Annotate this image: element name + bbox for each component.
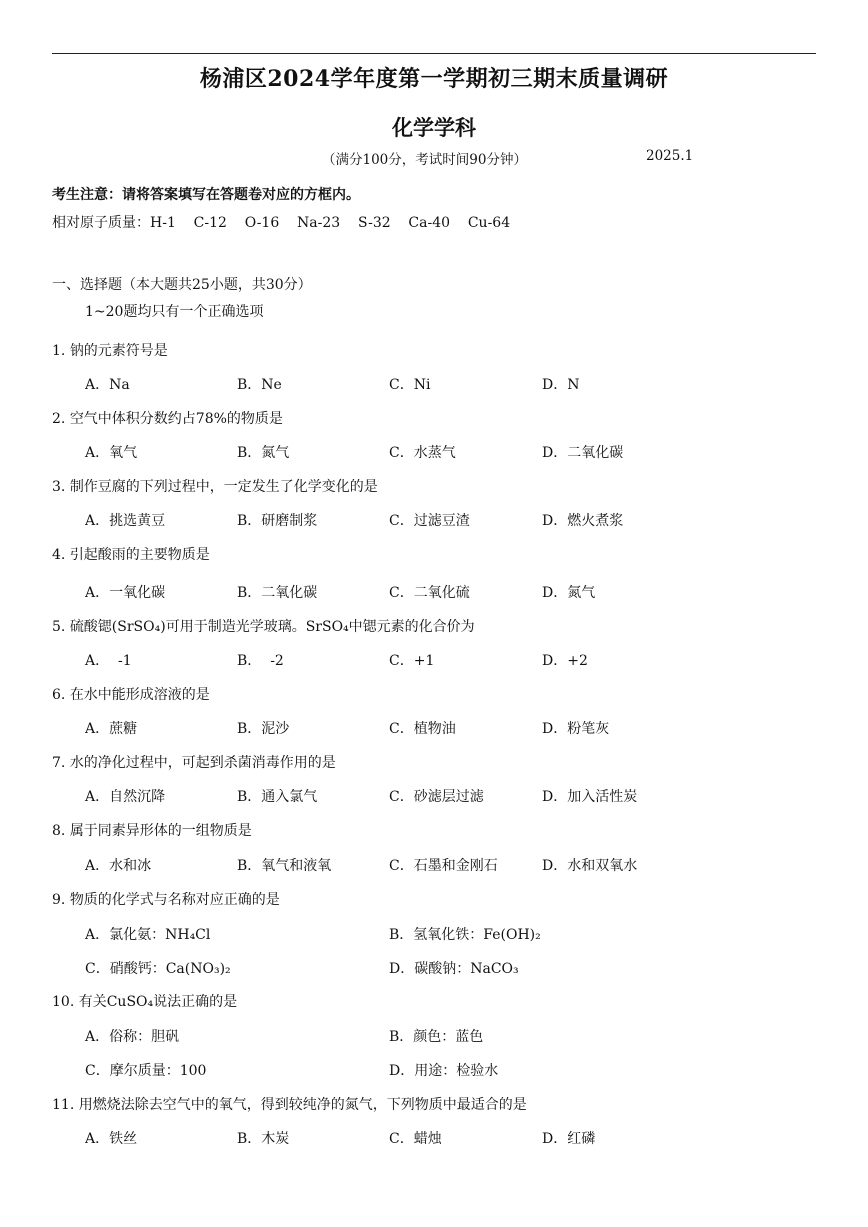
question-text: 有关CuSO₄说法正确的是: [78, 994, 238, 1010]
option-c: C．Ni: [389, 377, 431, 393]
question-number: 11.: [52, 1097, 75, 1113]
question-number: 3.: [52, 479, 66, 495]
question-stem: [52, 476, 378, 496]
question-stem: [52, 752, 336, 772]
option-b: B．氢氧化铁：Fe(OH)₂: [389, 927, 541, 943]
exam-info: （满分100分，考试时间90分钟）: [322, 152, 527, 168]
question-number: 8.: [52, 823, 66, 839]
option-b: B．木炭: [237, 1131, 290, 1147]
question-number: 5.: [52, 619, 66, 635]
question-stem: [52, 889, 280, 909]
question-number: 4.: [52, 547, 66, 563]
option-b: B．Ne: [237, 377, 282, 393]
question-text: 空气中体积分数约占78%的物质是: [69, 411, 283, 427]
option-d: D．水和双氧水: [542, 858, 638, 874]
option-c: C．蜡烛: [389, 1131, 442, 1147]
subject-title: 化学学科: [392, 115, 476, 140]
option-c: C．硝酸钙：Ca(NO₃)₂: [85, 961, 231, 977]
question-number: 2.: [52, 411, 66, 427]
question-text: 属于同素异形体的一组物质是: [69, 823, 252, 839]
question-number: 10.: [52, 994, 75, 1010]
question-number: 1.: [52, 343, 66, 359]
option-d: D．加入活性炭: [542, 789, 638, 805]
section-instruction: 1~20题均只有一个正确选项: [85, 304, 264, 320]
option-b: B．氮气: [237, 445, 290, 461]
option-d: D．N: [542, 377, 580, 393]
option-c: C．水蒸气: [389, 445, 456, 461]
option-a: A．水和冰: [85, 858, 152, 874]
option-b: B．颜色：蓝色: [389, 1029, 484, 1045]
option-a: A．挑选黄豆: [85, 513, 166, 529]
option-a: A．蔗糖: [85, 721, 138, 737]
option-c: C．植物油: [389, 721, 456, 737]
question-number: 9.: [52, 892, 66, 908]
question-stem: [52, 684, 210, 704]
question-text: 用燃烧法除去空气中的氧气，得到较纯净的氮气，下列物质中最适合的是: [78, 1097, 527, 1113]
option-a: A． -1: [85, 653, 132, 669]
question-number: 7.: [52, 755, 66, 771]
option-a: A．Na: [85, 377, 130, 393]
option-a: A．一氧化碳: [85, 585, 166, 601]
option-c: C．砂滤层过滤: [389, 789, 484, 805]
question-text: 引起酸雨的主要物质是: [69, 547, 210, 563]
question-text: 硫酸锶(SrSO₄)可用于制造光学玻璃。SrSO₄中锶元素的化合价为: [69, 619, 475, 635]
question-text: 水的净化过程中，可起到杀菌消毒作用的是: [69, 755, 336, 771]
option-d: D．+2: [542, 653, 588, 669]
question-text: 制作豆腐的下列过程中，一定发生了化学变化的是: [69, 479, 378, 495]
option-a: A．自然沉降: [85, 789, 166, 805]
option-b: B．研磨制浆: [237, 513, 318, 529]
question-stem: [52, 616, 475, 636]
option-d: D．二氧化碳: [542, 445, 624, 461]
question-text: 物质的化学式与名称对应正确的是: [69, 892, 280, 908]
option-c: C．+1: [389, 653, 435, 669]
option-d: D．红磷: [542, 1131, 596, 1147]
option-b: B． -2: [237, 653, 284, 669]
header-rule: [52, 53, 816, 54]
question-text: 在水中能形成溶液的是: [69, 687, 210, 703]
option-c: C．二氧化硫: [389, 585, 470, 601]
section-title: 一、选择题（本大题共25小题，共30分）: [52, 277, 312, 293]
question-text: 钠的元素符号是: [69, 343, 168, 359]
question-number: 6.: [52, 687, 66, 703]
option-a: A．氧气: [85, 445, 138, 461]
question-stem: [52, 991, 237, 1011]
question-stem: [52, 1094, 527, 1114]
option-b: B．二氧化碳: [237, 585, 318, 601]
option-b: B．泥沙: [237, 721, 290, 737]
option-a: A．俗称：胆矾: [85, 1029, 180, 1045]
option-d: D．用途：检验水: [389, 1063, 499, 1079]
question-stem: [52, 408, 283, 428]
question-stem: [52, 544, 210, 564]
option-a: A．铁丝: [85, 1131, 138, 1147]
option-d: D．粉笔灰: [542, 721, 610, 737]
option-c: C．石墨和金刚石: [389, 858, 498, 874]
option-b: B．通入氯气: [237, 789, 318, 805]
option-a: A．氯化氨：NH₄Cl: [85, 927, 211, 943]
option-d: D．燃火煮浆: [542, 513, 624, 529]
option-d: D．碳酸钠：NaCO₃: [389, 961, 519, 977]
exam-title: 杨浦区2024学年度第一学期初三期末质量调研: [199, 66, 669, 92]
question-stem: [52, 820, 252, 840]
exam-date: 2025.1: [646, 148, 694, 164]
candidate-notice: 考生注意：请将答案填写在答题卷对应的方框内。: [52, 187, 360, 203]
option-c: C．过滤豆渣: [389, 513, 470, 529]
option-d: D．氮气: [542, 585, 596, 601]
option-b: B．氧气和液氧: [237, 858, 332, 874]
option-c: C．摩尔质量：100: [85, 1063, 207, 1079]
atomic-masses: 相对原子质量：H-1 C-12 O-16 Na-23 S-32 Ca-40 Cu-64: [52, 215, 511, 231]
question-stem: [52, 340, 168, 360]
